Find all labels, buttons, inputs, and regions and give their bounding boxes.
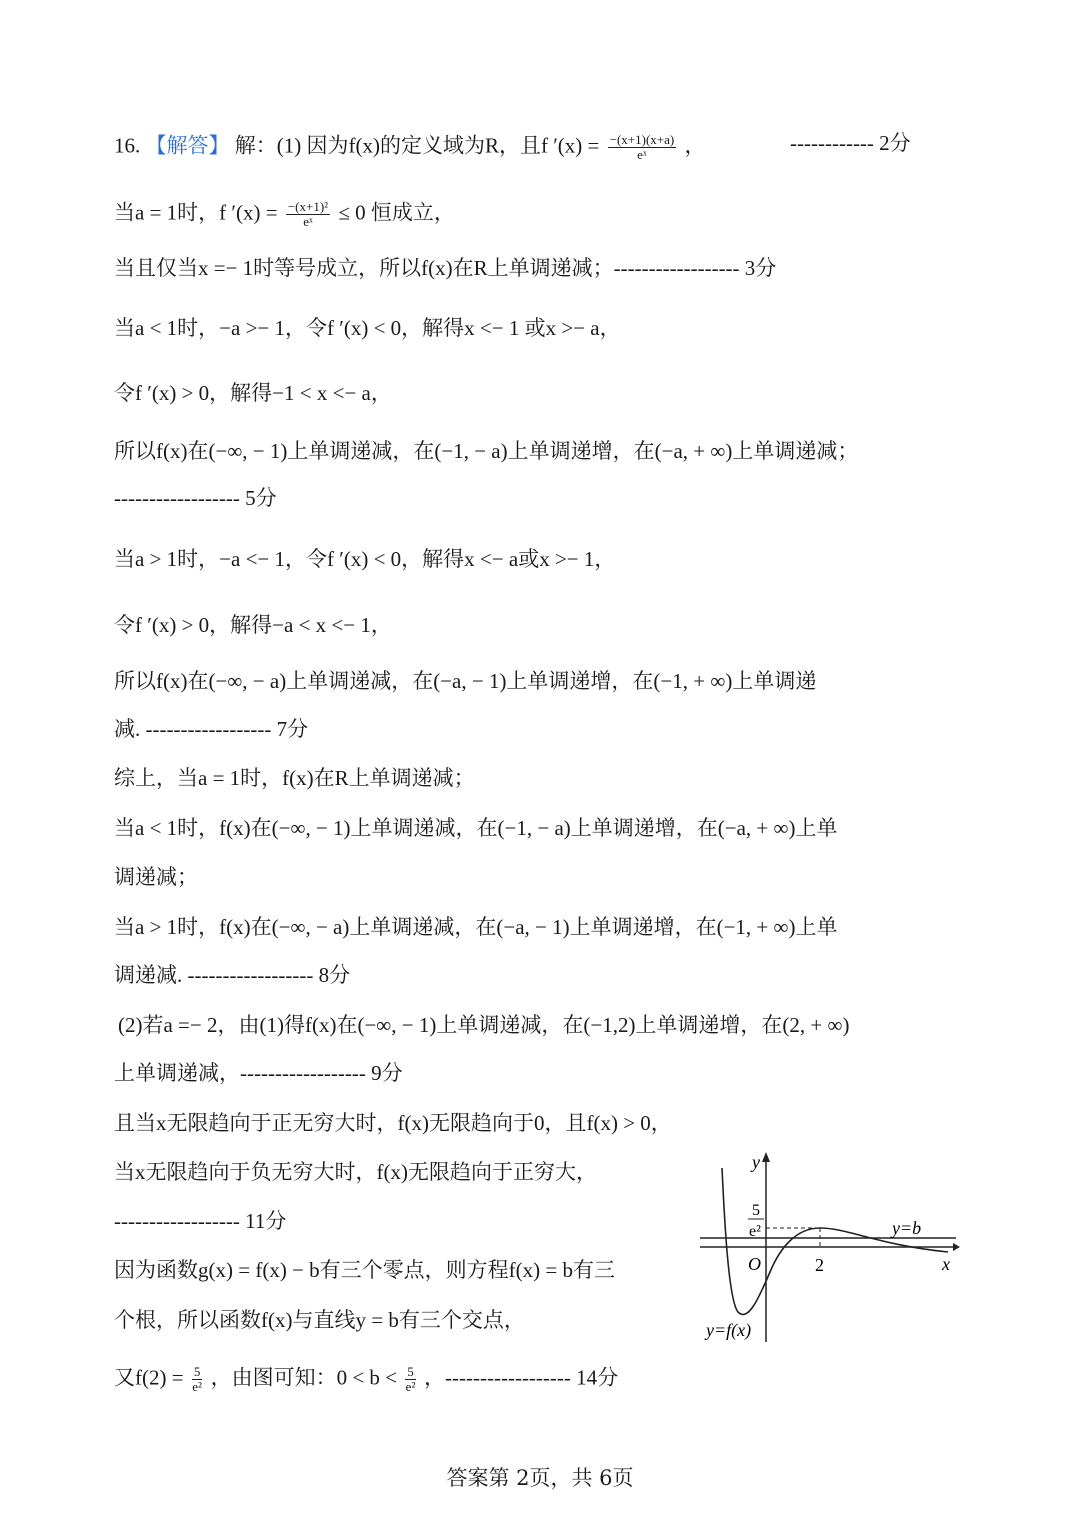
- derivative-fraction-2: [286, 200, 330, 230]
- x-tick-2: 2: [815, 1255, 824, 1275]
- line-13: 当a < 1时，f(x)在(−∞, − 1)上单调递减，在(−1, − a)上单调递增，在(−a, + ∞)上单: [114, 816, 838, 840]
- function-graph: [698, 1150, 960, 1345]
- line-2-text-b: ≤ 0 恒成立，: [338, 200, 455, 225]
- line-6: 所以f(x)在(−∞, − 1)上单调递减，在(−1, − a)上单调递增，在(−a, + ∞)上单调递减；: [114, 439, 859, 463]
- y-axis-arrow: [762, 1152, 770, 1162]
- f2-numerator: 5: [193, 1364, 201, 1379]
- line-2: [114, 200, 455, 230]
- fraction-denominator: eˣ: [637, 147, 647, 163]
- y-equals-b-label: y=b: [892, 1218, 922, 1238]
- line-8: 当a > 1时，−a <− 1，令f ′(x) < 0，解得x <− a或x >− 1，: [114, 547, 616, 571]
- y-axis-label: y: [752, 1152, 760, 1172]
- fraction-numerator: −(x+1)(x+a): [609, 132, 675, 147]
- line-24-text-b: ，由图可知：0 < b <: [210, 1365, 398, 1390]
- curve-label: y=f(x): [706, 1320, 752, 1340]
- line-2-text-a: 当a = 1时，f ′(x) =: [114, 200, 278, 225]
- line-1-text: 解：(1) 因为f(x)的定义域为R，且f ′(x) =: [234, 133, 600, 158]
- line-14: 调递减；: [114, 865, 198, 889]
- line-17: (2)若a =− 2，由(1)得f(x)在(−∞, − 1)上单调递减，在(−1,2)上单调递增，在(2, + ∞): [118, 1013, 850, 1037]
- b-bound-fraction: [405, 1365, 416, 1395]
- line-7: ------------------ 5分: [114, 486, 277, 510]
- line-3: 当且仅当x =− 1时等号成立，所以f(x)在R上单调递减；------------------ 3分: [114, 256, 777, 280]
- fraction-denominator-2: eˣ: [303, 214, 313, 230]
- b-bound-numerator: 5: [407, 1364, 414, 1379]
- line-4: 当a < 1时，−a >− 1，令f ′(x) < 0，解得x <− 1 或x >− a，: [114, 316, 621, 340]
- origin-label: O: [748, 1254, 761, 1274]
- function-curve: [722, 1168, 948, 1314]
- line-21: ------------------ 11分: [114, 1209, 287, 1233]
- line-19: 且当x无限趋向于正无穷大时，f(x)无限趋向于0，且f(x) > 0，: [114, 1111, 672, 1135]
- line-9: 令f ′(x) > 0，解得−a < x <− 1，: [114, 613, 392, 637]
- line-12: 综上，当a = 1时，f(x)在R上单调递减；: [114, 766, 475, 790]
- question-number: 16.: [114, 133, 141, 158]
- line-1: [114, 133, 705, 163]
- line-15: 当a > 1时，f(x)在(−∞, − a)上单调递减，在(−a, − 1)上单调递增，在(−1, + ∞)上单: [114, 915, 838, 939]
- b-bound-denominator: e²: [405, 1379, 416, 1395]
- y-tick-numerator: 5: [752, 1202, 760, 1219]
- x-axis-arrow: [953, 1243, 960, 1251]
- fraction-numerator-2: −(x+1)²: [287, 199, 329, 214]
- line-20: 当x无限趋向于负无穷大时，f(x)无限趋向于正穷大，: [114, 1160, 597, 1184]
- line-24-text-c: ，------------------ 14分: [424, 1365, 619, 1390]
- score-2-text: ------------ 2分: [790, 131, 911, 155]
- f2-fraction: [192, 1365, 203, 1395]
- x-axis-label: x: [942, 1254, 950, 1274]
- score-2: [790, 133, 911, 154]
- line-11: 减. ------------------ 7分: [114, 717, 309, 741]
- line-22: 因为函数g(x) = f(x) − b有三个零点，则方程f(x) = b有三: [114, 1258, 615, 1282]
- line-1-tail: ，: [684, 133, 706, 158]
- y-tick-denominator: e²: [749, 1223, 761, 1240]
- line-5: 令f ′(x) > 0，解得−1 < x <− a，: [114, 381, 392, 405]
- page-footer: 答案第 2页，共 6页: [446, 1466, 634, 1490]
- line-23: 个根，所以函数f(x)与直线y = b有三个交点，: [114, 1308, 525, 1332]
- line-24-text-a: 又f(2) =: [114, 1365, 184, 1390]
- answer-tag: 【解答】: [145, 133, 230, 158]
- line-10: 所以f(x)在(−∞, − a)上单调递减，在(−a, − 1)上单调递增，在(−1, + ∞)上单调递: [114, 669, 817, 693]
- derivative-fraction: [608, 133, 677, 163]
- line-18: 上单调递减，------------------ 9分: [114, 1061, 403, 1085]
- f2-denominator: e²: [192, 1379, 202, 1395]
- line-16: 调递减. ------------------ 8分: [114, 963, 351, 987]
- line-24: [114, 1365, 618, 1395]
